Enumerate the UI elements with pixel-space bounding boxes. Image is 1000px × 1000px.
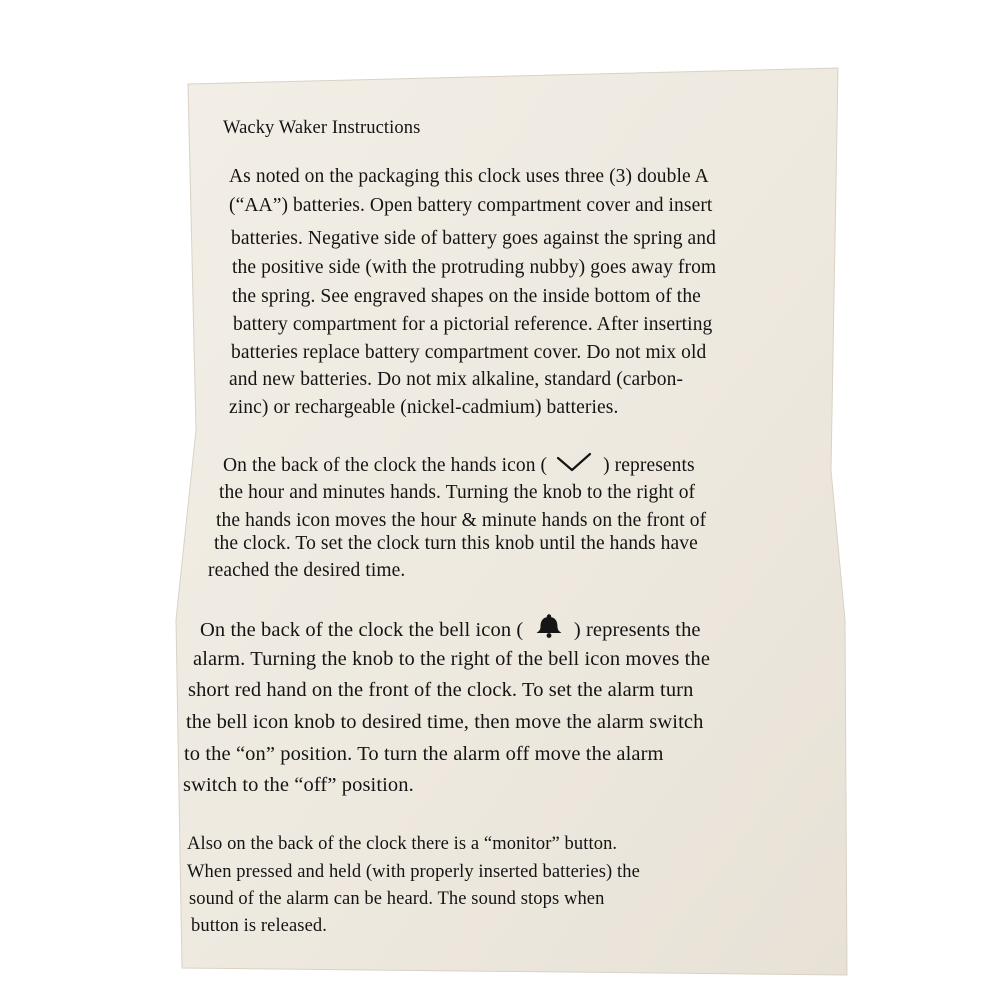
paragraph-line: the hour and minutes hands. Turning the knob to the right of bbox=[219, 482, 696, 503]
paragraph-line bbox=[223, 452, 695, 478]
paragraph-line: the bell icon knob to desired time, then move the alarm switch bbox=[186, 711, 704, 733]
paragraph-line: the positive side (with the protruding nubby) goes away from bbox=[232, 257, 717, 278]
paragraph-line: the spring. See engraved shapes on the inside bottom of the bbox=[232, 286, 701, 307]
paragraph-text: ) represents bbox=[603, 455, 695, 476]
paragraph-line: sound of the alarm can be heard. The sound stops when bbox=[189, 889, 605, 909]
paragraph-line: (“AA”) batteries. Open battery compartment cover and insert bbox=[229, 195, 713, 216]
paragraph-line: short red hand on the front of the clock. To set the alarm turn bbox=[188, 679, 694, 701]
paragraph-line: reached the desired time. bbox=[208, 560, 406, 581]
clock-hands-icon bbox=[552, 452, 598, 474]
bell-icon bbox=[529, 613, 569, 639]
paragraph-line bbox=[200, 613, 701, 642]
paragraph-line: to the “on” position. To turn the alarm off move the alarm bbox=[184, 743, 664, 765]
paragraph-line: the hands icon moves the hour & minute hands on the front of bbox=[216, 510, 707, 531]
paragraph-line: button is released. bbox=[191, 916, 327, 936]
paragraph-line: batteries replace battery compartment cover. Do not mix old bbox=[231, 342, 707, 363]
paragraph-line: the clock. To set the clock turn this knob until the hands have bbox=[214, 533, 698, 554]
paragraph-line: and new batteries. Do not mix alkaline, standard (carbon- bbox=[229, 369, 684, 390]
paragraph-line: batteries. Negative side of battery goes against the spring and bbox=[231, 228, 716, 249]
paragraph-line: zinc) or rechargeable (nickel-cadmium) batteries. bbox=[229, 397, 619, 418]
paragraph-line: Also on the back of the clock there is a “monitor” button. bbox=[187, 834, 618, 854]
paragraph-line: battery compartment for a pictorial reference. After inserting bbox=[233, 314, 713, 335]
paragraph-line: As noted on the packaging this clock uses three (3) double A bbox=[229, 166, 709, 187]
paragraph-text: ) represents the bbox=[573, 619, 701, 641]
paragraph-text: On the back of the clock the hands icon ( bbox=[223, 455, 548, 476]
document-title: Wacky Waker Instructions bbox=[223, 118, 421, 138]
paragraph-line: alarm. Turning the knob to the right of the bell icon moves the bbox=[193, 648, 711, 670]
paragraph-line: When pressed and held (with properly inserted batteries) the bbox=[187, 862, 640, 882]
paragraph-text: On the back of the clock the bell icon ( bbox=[200, 619, 524, 641]
paragraph-line: switch to the “off” position. bbox=[183, 774, 414, 796]
